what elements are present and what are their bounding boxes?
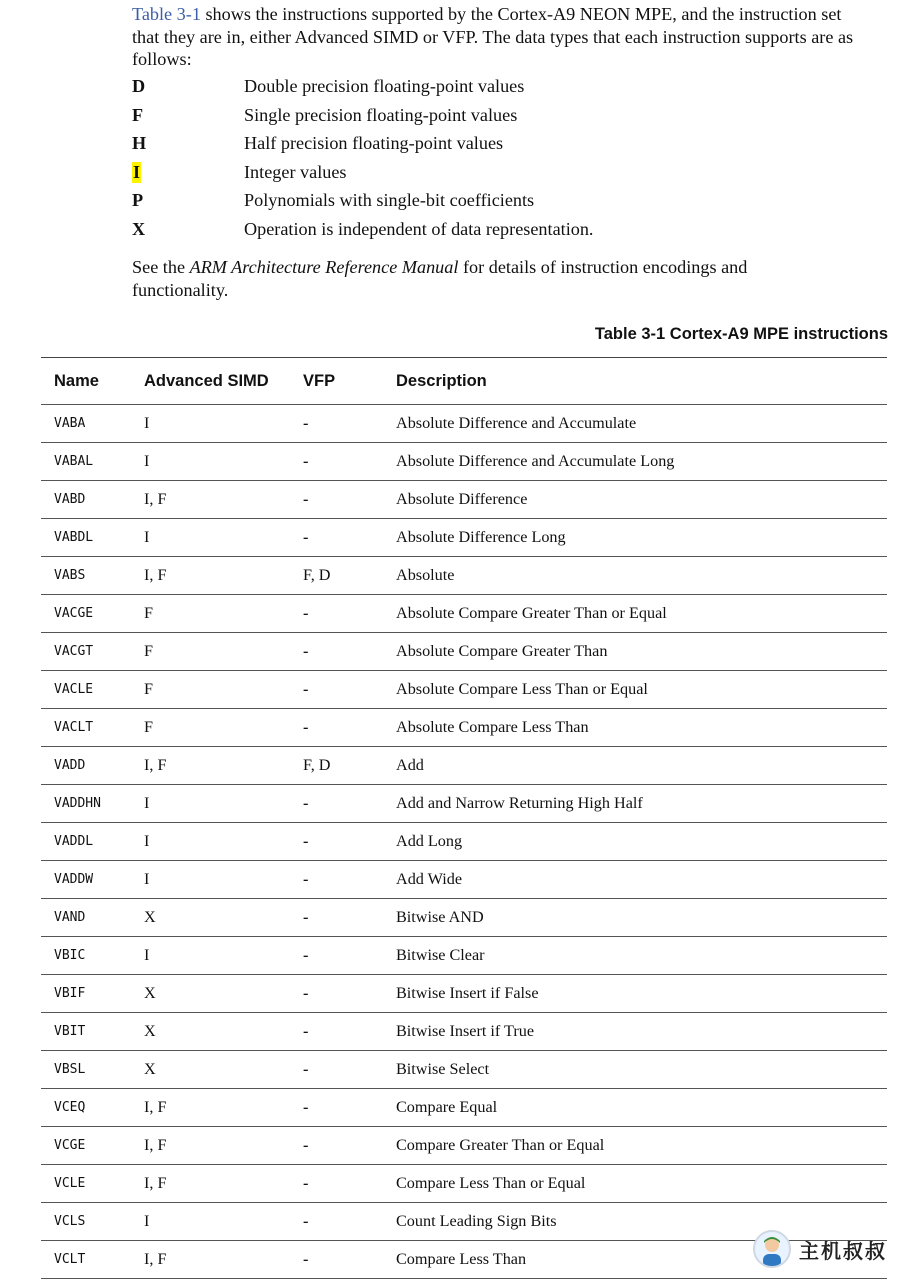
cell-vfp: - bbox=[303, 984, 309, 1002]
intro-text: shows the instructions supported by the Cortex-A9 NEON MPE, and the instruction set that they are in, either Advanced SIMD or VFP. The data types that each instruction supports are as follows: bbox=[132, 4, 854, 69]
watermark-logo bbox=[753, 1229, 903, 1269]
cell-name: VACGT bbox=[54, 644, 94, 659]
cell-description: Absolute Difference Long bbox=[396, 528, 566, 546]
table-row bbox=[41, 519, 887, 557]
cell-description: Compare Equal bbox=[396, 1098, 498, 1116]
cell-advanced-simd: I, F bbox=[144, 566, 167, 584]
cell-description: Add bbox=[396, 756, 424, 774]
cell-advanced-simd: I bbox=[144, 1212, 150, 1230]
cell-vfp: - bbox=[303, 1212, 309, 1230]
cell-advanced-simd: F bbox=[144, 718, 154, 736]
cell-advanced-simd: F bbox=[144, 680, 154, 698]
cell-vfp: - bbox=[303, 1250, 309, 1268]
cell-name: VADDL bbox=[54, 834, 94, 849]
cell-description: Absolute bbox=[396, 566, 455, 584]
cell-vfp: F, D bbox=[303, 756, 331, 774]
cell-description: Absolute Compare Less Than bbox=[396, 718, 589, 736]
header-vfp: VFP bbox=[303, 372, 336, 390]
cell-advanced-simd: I bbox=[144, 528, 150, 546]
table-row bbox=[41, 823, 887, 861]
intro-paragraph bbox=[132, 3, 872, 71]
data-type-key: I bbox=[133, 161, 141, 182]
cell-advanced-simd: I bbox=[144, 452, 150, 470]
table-caption: Table 3-1 Cortex-A9 MPE instructions bbox=[594, 325, 888, 343]
cell-description: Compare Greater Than or Equal bbox=[396, 1136, 605, 1154]
cell-vfp: - bbox=[303, 832, 309, 850]
cell-vfp: - bbox=[303, 452, 309, 470]
cell-vfp: - bbox=[303, 490, 309, 508]
cell-advanced-simd: X bbox=[144, 1022, 156, 1040]
cell-vfp: - bbox=[303, 642, 309, 660]
cell-description: Count Leading Sign Bits bbox=[396, 1212, 557, 1230]
cell-advanced-simd: I, F bbox=[144, 1174, 167, 1192]
header-advanced-simd: Advanced SIMD bbox=[144, 372, 269, 390]
table-3-1-link[interactable]: Table 3-1 bbox=[132, 4, 201, 24]
cell-advanced-simd: I bbox=[144, 832, 150, 850]
data-type-description: Integer values bbox=[244, 161, 347, 182]
instructions-table bbox=[41, 357, 887, 1279]
data-type-key: D bbox=[132, 76, 146, 96]
cell-advanced-simd: X bbox=[144, 908, 156, 926]
cell-name: VBSL bbox=[54, 1062, 86, 1077]
cell-advanced-simd: X bbox=[144, 984, 156, 1002]
cell-name: VABD bbox=[54, 492, 86, 507]
cell-advanced-simd: I, F bbox=[144, 1136, 167, 1154]
table-row bbox=[41, 595, 887, 633]
cell-vfp: - bbox=[303, 1174, 309, 1192]
table-row bbox=[41, 481, 887, 519]
manual-title: ARM Architecture Reference Manual bbox=[189, 257, 459, 277]
cell-description: Absolute Difference bbox=[396, 490, 528, 508]
cell-description: Bitwise Insert if True bbox=[396, 1022, 535, 1040]
cell-vfp: - bbox=[303, 1022, 309, 1040]
cell-vfp: - bbox=[303, 528, 309, 546]
cell-vfp: - bbox=[303, 718, 309, 736]
data-type-description: Single precision floating-point values bbox=[244, 104, 518, 125]
cell-vfp: - bbox=[303, 680, 309, 698]
cell-name: VABAL bbox=[54, 454, 94, 469]
table-row bbox=[41, 443, 887, 481]
data-type-description: Operation is independent of data representation. bbox=[244, 218, 594, 239]
cell-description: Absolute Difference and Accumulate bbox=[396, 414, 637, 432]
cell-name: VBIC bbox=[54, 948, 86, 963]
cell-description: Compare Less Than or Equal bbox=[396, 1174, 586, 1192]
table-row bbox=[41, 405, 887, 443]
table-header-row bbox=[41, 357, 887, 405]
table-row bbox=[41, 557, 887, 595]
cell-advanced-simd: F bbox=[144, 642, 154, 660]
cell-vfp: - bbox=[303, 946, 309, 964]
data-type-description: Half precision floating-point values bbox=[244, 133, 504, 153]
watermark-text: 主机叔叔 bbox=[799, 1238, 887, 1263]
cell-vfp: - bbox=[303, 870, 309, 888]
data-type-description: Double precision floating-point values bbox=[244, 76, 525, 96]
cell-name: VCLE bbox=[54, 1176, 86, 1191]
table-row bbox=[41, 1089, 887, 1127]
cell-name: VABA bbox=[54, 416, 86, 431]
cell-advanced-simd: I bbox=[144, 414, 150, 432]
cell-vfp: - bbox=[303, 414, 309, 432]
table-row bbox=[41, 709, 887, 747]
cell-name: VAND bbox=[54, 910, 86, 925]
cell-vfp: F, D bbox=[303, 566, 331, 584]
table-row bbox=[41, 633, 887, 671]
cell-advanced-simd: I, F bbox=[144, 1098, 167, 1116]
see-prefix: See the bbox=[132, 257, 190, 277]
cell-name: VABDL bbox=[54, 530, 94, 545]
cell-advanced-simd: I bbox=[144, 946, 150, 964]
cell-advanced-simd: I, F bbox=[144, 756, 167, 774]
table-row bbox=[41, 1127, 887, 1165]
cell-description: Bitwise Clear bbox=[396, 946, 485, 964]
cell-advanced-simd: I bbox=[144, 870, 150, 888]
cell-description: Bitwise AND bbox=[396, 908, 484, 926]
cell-name: VACGE bbox=[54, 606, 94, 621]
cell-name: VCLS bbox=[54, 1214, 86, 1229]
data-type-key: F bbox=[132, 104, 144, 125]
cell-vfp: - bbox=[303, 1136, 309, 1154]
cell-description: Bitwise Select bbox=[396, 1060, 490, 1078]
cell-vfp: - bbox=[303, 604, 309, 622]
cell-name: VCGE bbox=[54, 1138, 86, 1153]
cell-vfp: - bbox=[303, 1060, 309, 1078]
cell-description: Absolute Difference and Accumulate Long bbox=[396, 452, 675, 470]
cell-vfp: - bbox=[303, 908, 309, 926]
cell-advanced-simd: I, F bbox=[144, 1250, 167, 1268]
cell-description: Absolute Compare Greater Than or Equal bbox=[396, 604, 667, 622]
cell-advanced-simd: X bbox=[144, 1060, 156, 1078]
see-suffix: for details of instruction encodings and functionality. bbox=[132, 257, 748, 300]
cell-name: VCEQ bbox=[54, 1100, 86, 1115]
table-row bbox=[41, 899, 887, 937]
cell-name: VABS bbox=[54, 568, 86, 583]
data-type-description: Polynomials with single-bit coefficients bbox=[244, 190, 535, 210]
table-row bbox=[41, 861, 887, 899]
see-paragraph bbox=[132, 256, 832, 302]
cell-name: VCLT bbox=[54, 1252, 86, 1267]
table-row bbox=[41, 1165, 887, 1203]
table-row bbox=[41, 671, 887, 709]
table-row bbox=[41, 785, 887, 823]
cell-description: Add Long bbox=[396, 832, 463, 850]
cell-vfp: - bbox=[303, 794, 309, 812]
table-row bbox=[41, 747, 887, 785]
cell-description: Add Wide bbox=[396, 870, 463, 888]
data-type-key: H bbox=[132, 133, 147, 153]
data-type-key: X bbox=[132, 218, 146, 239]
cell-description: Add and Narrow Returning High Half bbox=[396, 794, 643, 812]
cell-description: Absolute Compare Less Than or Equal bbox=[396, 680, 648, 698]
cell-advanced-simd: F bbox=[144, 604, 154, 622]
cell-name: VACLE bbox=[54, 682, 94, 697]
cell-name: VBIF bbox=[54, 986, 86, 1001]
table-row bbox=[41, 975, 887, 1013]
table-row bbox=[41, 937, 887, 975]
table-row bbox=[41, 1051, 887, 1089]
cell-name: VADDW bbox=[54, 872, 94, 887]
cell-advanced-simd: I, F bbox=[144, 490, 167, 508]
cell-advanced-simd: I bbox=[144, 794, 150, 812]
avatar-icon bbox=[753, 1230, 791, 1268]
data-type-key: P bbox=[132, 190, 144, 210]
table-body bbox=[41, 405, 887, 1279]
table-row bbox=[41, 1013, 887, 1051]
cell-name: VACLT bbox=[54, 720, 94, 735]
cell-name: VBIT bbox=[54, 1024, 86, 1039]
cell-name: VADD bbox=[54, 758, 86, 773]
cell-description: Bitwise Insert if False bbox=[396, 984, 539, 1002]
cell-name: VADDHN bbox=[54, 796, 101, 811]
cell-description: Compare Less Than bbox=[396, 1250, 527, 1268]
header-name: Name bbox=[54, 372, 99, 390]
cell-vfp: - bbox=[303, 1098, 309, 1116]
header-description: Description bbox=[396, 372, 487, 390]
cell-description: Absolute Compare Greater Than bbox=[396, 642, 608, 660]
